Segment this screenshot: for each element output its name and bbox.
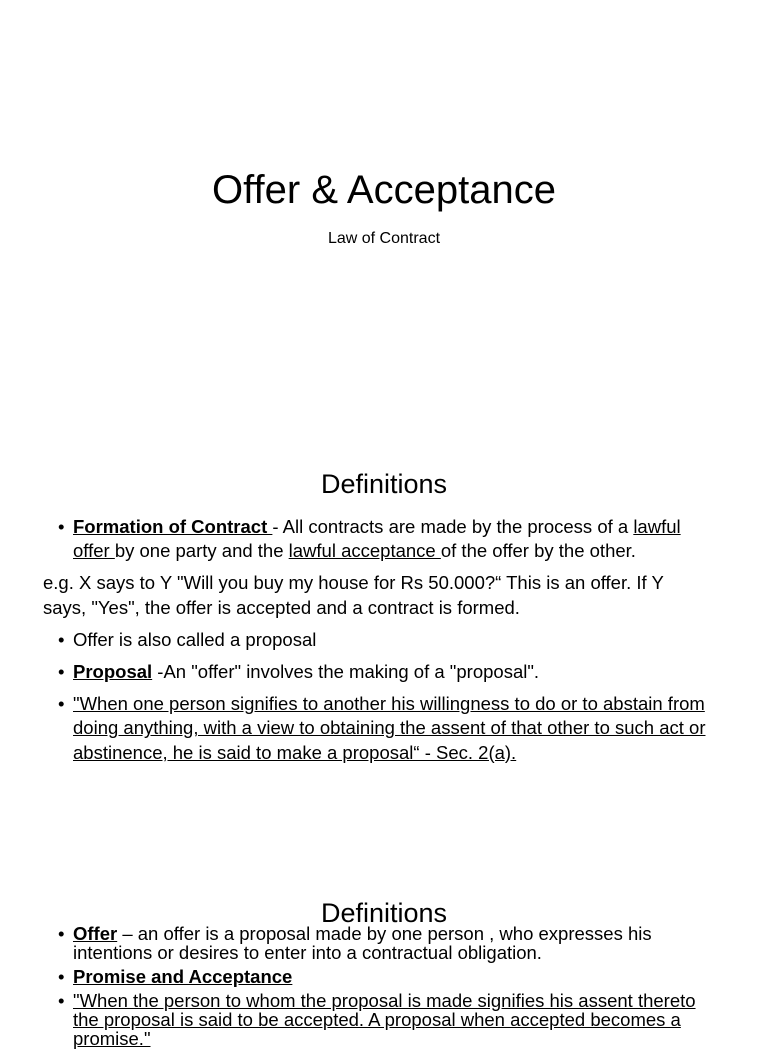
bullet-acceptance-quote [58, 991, 708, 1048]
bullet-formation-of-contract [58, 515, 708, 563]
slide-body [43, 515, 708, 773]
bullet-offer-proposal: • Offer is also called a proposal [58, 628, 708, 652]
definitions-slide-1 [0, 440, 768, 840]
bullet-section-2a-quote [58, 692, 708, 765]
bullet-text: – an offer is a proposal made by one person , who expresses his intentions or desires to enter into a contractual obligation. [73, 923, 652, 963]
definitions-slide-2 [0, 860, 768, 1049]
bullet-text: - All contracts are made by the process of a [272, 516, 634, 537]
title-slide [0, 0, 768, 430]
bullet-proposal [58, 660, 708, 684]
example-paragraph: e.g. X says to Y "Will you buy my house for Rs 50.000?“ This is an offer. If Y says, "Yes", the offer is accepted and a contract is formed. [43, 572, 664, 618]
term-lawful-acceptance: lawful acceptance [288, 540, 441, 562]
bullet-text: by one party and the [114, 540, 289, 562]
quote-section-2a: "When one person signifies to another his willingness to do or to abstain from doing anything, with a view to obtaining the assent of that other to such act or abstinence, he is said to make a proposal“ - Sec. 2(a). [73, 693, 706, 763]
term-proposal: Proposal [73, 661, 153, 683]
slide-body [58, 924, 708, 1053]
term-promise-acceptance: Promise and Acceptance [73, 966, 293, 987]
term-offer: Offer [73, 923, 118, 944]
slide-heading: Definitions [320, 469, 448, 499]
presentation-title: Offer & Acceptance [212, 168, 556, 212]
bullet-text: -An "offer" involves the making of a "proposal". [152, 661, 540, 683]
quote-acceptance: "When the person to whom the proposal is made signifies his assent thereto the proposal is said to be accepted. A proposal when accepted becomes a promise." [73, 990, 696, 1049]
slide-heading: Definitions [320, 898, 448, 928]
bullet-offer [58, 924, 708, 962]
term-lawful-offer: lawful offer [73, 516, 681, 562]
term-formation-of-contract: Formation of Contract [73, 516, 273, 537]
bullet-promise-acceptance [58, 967, 708, 986]
bullet-text: of the offer by the other. [440, 540, 636, 562]
presentation-subtitle: Law of Contract [327, 230, 441, 247]
